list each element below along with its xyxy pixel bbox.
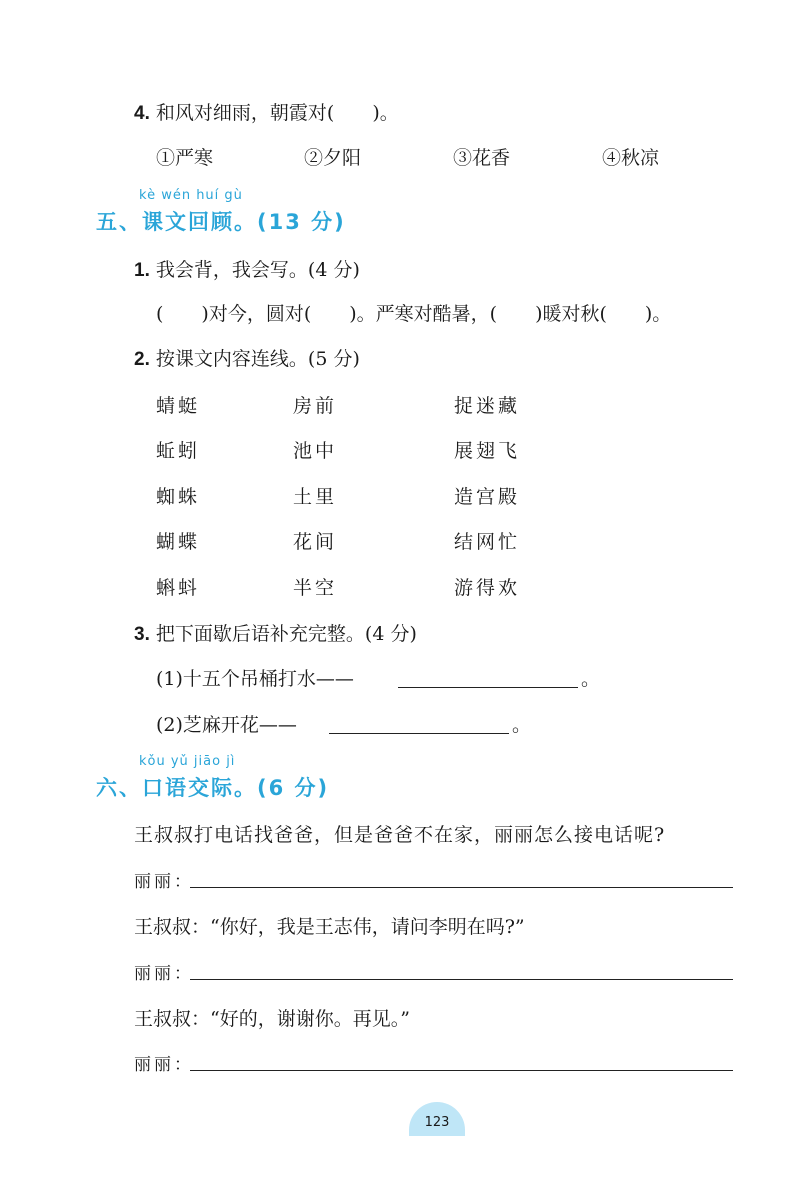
section5-question-2 — [134, 344, 360, 371]
lili-label: 丽丽： — [134, 964, 194, 984]
lili-answer-line-1[interactable] — [190, 887, 733, 888]
match-col1-item[interactable]: 蚯蚓 — [156, 440, 201, 462]
uncle-line-1: 王叔叔：“你好，我是王志伟，请问李明在吗?” — [134, 916, 525, 938]
section5-question-3 — [134, 619, 417, 646]
question-number: 1. — [134, 260, 150, 281]
match-col3-item[interactable]: 展翅飞 — [454, 440, 521, 462]
section6-pinyin: kǒu yǔ jiāo jì — [139, 754, 236, 769]
answer-blank-1[interactable] — [398, 687, 578, 688]
section6-title: 六、口语交际。(6 分) — [96, 776, 330, 800]
match-col3-item[interactable]: 结网忙 — [454, 531, 521, 553]
fill-in-couplet[interactable]: ( )对今，圆对( )。严寒对酷暑，( )暖对秋( )。 — [156, 303, 672, 325]
section5-question-1 — [134, 255, 360, 282]
match-col3-item[interactable]: 捉迷藏 — [454, 395, 521, 417]
answer-blank-2[interactable] — [329, 733, 509, 734]
match-col2-item[interactable]: 半空 — [293, 577, 338, 599]
question-text: 按课文内容连线。(5 分) — [155, 348, 360, 370]
section5-title: 五、课文回顾。(13 分) — [96, 210, 346, 234]
question-number: 4. — [134, 103, 150, 124]
uncle-line-2: 王叔叔：“好的，谢谢你。再见。” — [134, 1008, 410, 1030]
match-col1-item[interactable]: 蝴蝶 — [156, 531, 201, 553]
match-col1-item[interactable]: 蝌蚪 — [156, 577, 201, 599]
lili-label: 丽丽： — [134, 872, 194, 892]
proverb-end-2: 。 — [512, 714, 532, 736]
match-col1-item[interactable]: 蜘蛛 — [156, 486, 201, 508]
match-col3-item[interactable]: 造宫殿 — [454, 486, 521, 508]
match-col2-item[interactable]: 土里 — [293, 486, 338, 508]
match-col2-item[interactable]: 花间 — [293, 531, 338, 553]
page-number: 123 — [424, 1114, 450, 1130]
option-3[interactable]: ③花香 — [453, 147, 511, 169]
section5-pinyin: kè wén huí gù — [139, 188, 243, 203]
dialogue-prompt: 王叔叔打电话找爸爸，但是爸爸不在家，丽丽怎么接电话呢? — [134, 824, 666, 846]
option-1[interactable]: ①严寒 — [156, 147, 214, 169]
question-number: 2. — [134, 349, 150, 370]
proverb-item-2: (2)芝麻开花—— — [156, 714, 297, 736]
option-2[interactable]: ②夕阳 — [304, 147, 362, 169]
match-col3-item[interactable]: 游得欢 — [454, 577, 521, 599]
proverb-item-1: (1)十五个吊桶打水—— — [156, 668, 354, 690]
page-number-badge — [409, 1102, 465, 1136]
question-text: 和风对细雨，朝霞对( )。 — [155, 102, 399, 124]
match-col2-item[interactable]: 池中 — [293, 440, 338, 462]
lili-label: 丽丽： — [134, 1055, 194, 1075]
question-text: 我会背，我会写。(4 分) — [155, 259, 360, 281]
match-col2-item[interactable]: 房前 — [293, 395, 338, 417]
question-text: 把下面歇后语补充完整。(4 分) — [155, 623, 417, 645]
proverb-end-1: 。 — [581, 668, 601, 690]
question-4 — [134, 98, 399, 125]
match-col1-item[interactable]: 蜻蜓 — [156, 395, 201, 417]
lili-answer-line-3[interactable] — [190, 1070, 733, 1071]
question-number: 3. — [134, 624, 150, 645]
lili-answer-line-2[interactable] — [190, 979, 733, 980]
option-4[interactable]: ④秋凉 — [602, 147, 660, 169]
